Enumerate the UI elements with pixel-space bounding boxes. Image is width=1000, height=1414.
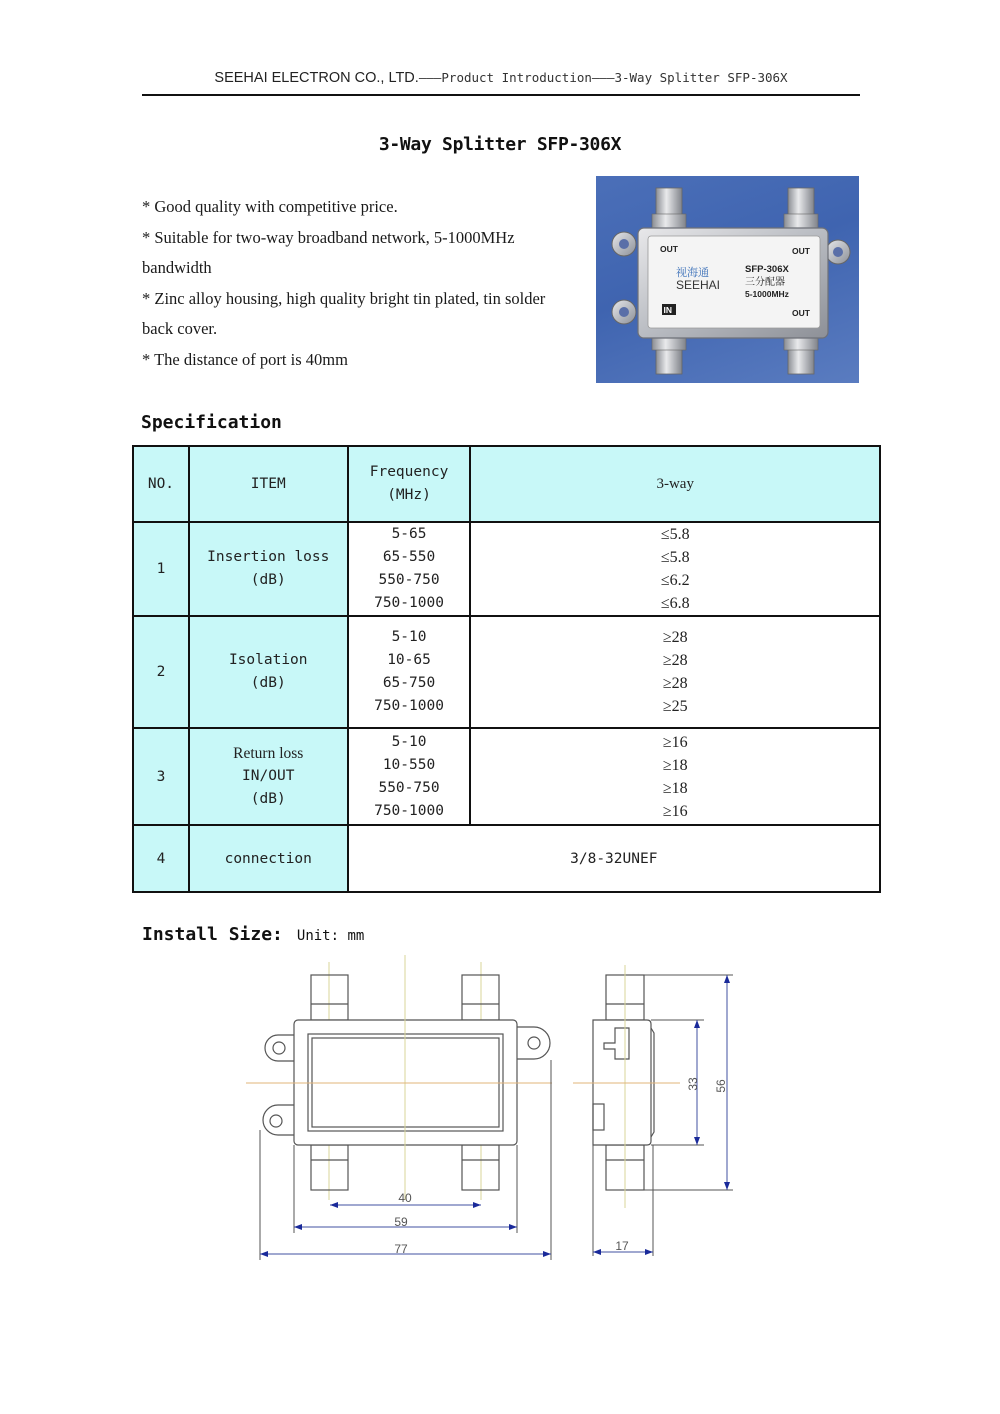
row-no: 3 bbox=[133, 728, 189, 825]
value-line: ≥18 bbox=[662, 779, 688, 797]
freq-line: 10-65 bbox=[387, 652, 431, 668]
front-view bbox=[246, 955, 552, 1200]
value-line: ≥18 bbox=[662, 756, 688, 774]
item-line: (dB) bbox=[250, 675, 286, 691]
item-line: (dB) bbox=[250, 572, 286, 588]
dim-overall-height: 56 bbox=[714, 1079, 728, 1093]
model-cn: 三分配器 bbox=[745, 277, 785, 288]
brand-name: SEEHAI bbox=[676, 278, 721, 292]
model-name: SFP-306X bbox=[745, 264, 789, 275]
freq-line: 550-750 bbox=[378, 572, 440, 588]
freq-line: 65-750 bbox=[382, 675, 436, 691]
value-line: ≥16 bbox=[662, 733, 688, 751]
freq-line: 750-1000 bbox=[374, 595, 444, 611]
dim-port-spacing: 40 bbox=[398, 1191, 412, 1205]
item-line: Insertion loss bbox=[207, 549, 330, 565]
install-size-title: Install Size: bbox=[142, 924, 283, 945]
col-header-3way: 3-way bbox=[470, 446, 880, 522]
freq-line: 750-1000 bbox=[374, 802, 444, 819]
freq-header-line2: (MHz) bbox=[387, 487, 431, 503]
item-line: IN/OUT bbox=[242, 768, 295, 784]
dim-body-height: 33 bbox=[686, 1077, 700, 1091]
freq-line: 5-65 bbox=[391, 526, 427, 542]
brand-cn: 视海通 bbox=[676, 266, 709, 279]
value-line: ≤6.8 bbox=[660, 595, 690, 612]
unit-label: Unit: mm bbox=[296, 928, 365, 944]
value-line: ≥16 bbox=[662, 802, 688, 820]
label-out-3: OUT bbox=[792, 308, 810, 318]
side-view bbox=[573, 965, 680, 1208]
feature-line: * Zinc alloy housing, high quality bright tin plated, tin solder bbox=[142, 288, 546, 308]
value-line: ≥28 bbox=[662, 629, 688, 646]
freq-line: 10-550 bbox=[382, 756, 436, 773]
dim-overall-width: 77 bbox=[394, 1242, 408, 1256]
freq-line: 5-10 bbox=[391, 629, 427, 645]
feature-line: * Good quality with competitive price. bbox=[142, 197, 398, 216]
col-header-item: ITEM bbox=[189, 446, 348, 522]
row-no: 2 bbox=[133, 616, 189, 728]
row-item: connection bbox=[189, 825, 348, 892]
item-line: Return loss bbox=[233, 745, 304, 762]
freq-line: 65-550 bbox=[382, 549, 436, 565]
dim-body-width: 59 bbox=[394, 1215, 408, 1229]
freq-line: 750-1000 bbox=[374, 698, 444, 714]
freq-line: 550-750 bbox=[378, 779, 440, 796]
specification-heading: Specification bbox=[141, 412, 282, 433]
value-line: ≤6.2 bbox=[660, 572, 690, 589]
company-name: SEEHAI ELECTRON CO., LTD. bbox=[214, 70, 419, 86]
col-header-no: NO. bbox=[133, 446, 189, 522]
freq-header-line1: Frequency bbox=[369, 464, 449, 480]
label-in: IN bbox=[663, 305, 672, 315]
row-no: 4 bbox=[133, 825, 189, 892]
page-title: 3-Way Splitter SFP-306X bbox=[378, 134, 622, 155]
row-no: 1 bbox=[133, 522, 189, 616]
row-connection-value: 3/8-32UNEF bbox=[348, 825, 880, 892]
value-line: ≤5.8 bbox=[660, 526, 690, 543]
label-out-1: OUT bbox=[660, 244, 678, 254]
dim-depth: 17 bbox=[615, 1239, 629, 1253]
value-line: ≥25 bbox=[662, 698, 688, 715]
value-line: ≥28 bbox=[662, 675, 688, 692]
item-line: Isolation bbox=[228, 652, 308, 668]
feature-line: back cover. bbox=[142, 319, 218, 338]
value-line: ≤5.8 bbox=[660, 549, 690, 566]
feature-line: bandwidth bbox=[142, 258, 212, 277]
feature-line: * Suitable for two-way broadband network, 5-1000MHz bbox=[142, 227, 515, 247]
freq-range: 5-1000MHz bbox=[745, 289, 789, 299]
freq-line: 5-10 bbox=[391, 733, 427, 750]
value-line: ≥28 bbox=[662, 652, 688, 669]
feature-line: * The distance of port is 40mm bbox=[142, 349, 348, 369]
header-subtitle: ———Product Introduction———3-Way Splitter SFP-306X bbox=[418, 70, 788, 85]
label-out-2: OUT bbox=[792, 246, 810, 256]
item-line: (dB) bbox=[250, 791, 286, 807]
